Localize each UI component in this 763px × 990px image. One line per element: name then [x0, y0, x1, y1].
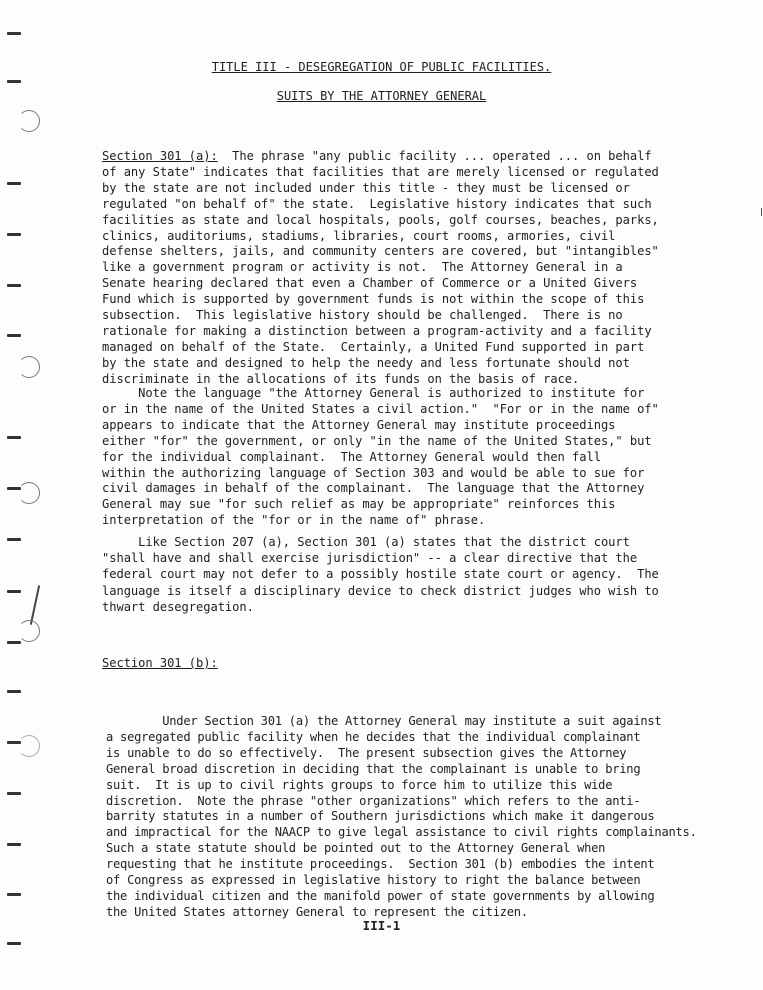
text-line: thwart desegregation.: [102, 599, 254, 614]
section-301b-heading-block: [102, 656, 702, 672]
text-line: either "for" the government, or only "in the name of the United States," but: [102, 433, 652, 448]
punch-hole: [18, 620, 40, 642]
text-line: managed on behalf of the State. Certainly, a United Fund supported in part: [102, 339, 645, 354]
text-line: is unable to do so effectively. The present subsection gives the Attorney: [106, 745, 627, 760]
like-section-paragraph: [102, 534, 702, 615]
text-line: Senate hearing declared that even a Chamber of Commerce or a United Givers: [102, 276, 638, 291]
scan-stroke: [30, 585, 40, 625]
punch-hole: [18, 110, 40, 132]
text-line: Like Section 207 (a), Section 301 (a) states that the district court: [102, 535, 630, 549]
text-line: defense shelters, jails, and community centers are covered, but "intangibles": [102, 244, 659, 259]
text-line: subsection. This legislative history should be challenged. There is no: [102, 308, 623, 323]
text-line: of any State" indicates that facilities that are merely licensed or regulated: [102, 164, 659, 179]
text-line: Note the language "the Attorney General is authorized to institute for: [102, 386, 645, 400]
margin-mark: [7, 792, 21, 795]
document-subtitle: SUITS BY THE ATTORNEY GENERAL: [276, 89, 487, 103]
text-line: appears to indicate that the Attorney General may institute proceedings: [102, 417, 616, 432]
text-line: General broad discretion in deciding that the complainant is unable to bring: [106, 761, 641, 776]
text-line: within the authorizing language of Section 303 and would be able to sue for: [102, 465, 645, 480]
margin-mark: [7, 334, 21, 337]
text-line: of Congress as expressed in legislative history to right the balance between: [106, 873, 641, 888]
text-line: discretion. Note the phrase "other organizations" which refers to the anti-: [106, 793, 641, 808]
text-line: requesting that he institute proceedings. Section 301 (b) embodies the intent: [106, 857, 655, 872]
punch-hole: [18, 735, 40, 757]
text-line: federal court may not defer to a possibly hostile state court or agency. The: [102, 567, 659, 582]
margin-mark: [761, 208, 762, 216]
margin-mark: [7, 538, 21, 541]
text-line: "shall have and shall exercise jurisdiction" -- a clear directive that the: [102, 551, 638, 566]
text-line: language is itself a disciplinary device to check district judges who wish to: [102, 583, 659, 598]
margin-mark: [7, 843, 21, 846]
section-301a-first-line: The phrase "any public facility ... operated ... on behalf: [217, 149, 652, 163]
text-line: and impractical for the NAACP to give legal assistance to civil rights complainants.: [106, 825, 697, 840]
margin-mark: [7, 942, 21, 945]
text-line: discriminate in the allocations of its funds on the basis of race.: [102, 371, 580, 386]
text-line: or in the name of the United States a civil action." "For or in the name of": [102, 401, 659, 416]
margin-mark: [7, 80, 21, 83]
text-line: suit. It is up to civil rights groups to force him to utilize this wide: [106, 777, 613, 792]
section-301a-heading: Section 301 (a):: [102, 149, 218, 163]
section-301a-paragraph: [102, 149, 702, 388]
text-line: civil damages in behalf of the complainant. The language that the Attorney: [102, 481, 645, 496]
text-line: Such a state statute should be pointed out to the Attorney General when: [106, 841, 606, 856]
text-line: by the state and designed to help the needy and less fortunate should not: [102, 355, 630, 370]
document-title: TITLE III - DESEGREGATION OF PUBLIC FACILITIES.: [211, 60, 552, 74]
margin-mark: [7, 641, 21, 644]
text-line: the United States attorney General to represent the citizen.: [106, 904, 528, 919]
text-line: General may sue "for such relief as may be appropriate" reinforces this: [102, 497, 616, 512]
margin-mark: [7, 32, 21, 35]
punch-hole: [18, 482, 40, 504]
text-line: like a government program or activity is not. The Attorney General in a: [102, 260, 623, 275]
margin-mark: [7, 284, 21, 287]
text-line: a segregated public facility when he decides that the individual complainant: [106, 729, 641, 744]
text-line: by the state are not included under this title - they must be licensed or: [102, 180, 630, 195]
text-line: the individual citizen and the manifold power of state governments by allowing: [106, 888, 655, 903]
text-line: Under Section 301 (a) the Attorney General may institute a suit against: [106, 714, 662, 728]
text-line: for the individual complainant. The Attorney General would then fall: [102, 449, 601, 464]
margin-mark: [7, 590, 21, 593]
section-301b-paragraph: [106, 714, 746, 921]
text-line: facilities as state and local hospitals, pools, golf courses, beaches, parks,: [102, 212, 659, 227]
text-line: clinics, auditoriums, stadiums, libraries, court rooms, armories, civil: [102, 228, 616, 243]
page-number: III-1: [362, 918, 401, 933]
note-paragraph: [102, 386, 702, 529]
section-301b-heading: Section 301 (b):: [102, 656, 218, 670]
margin-mark: [7, 233, 21, 236]
text-line: rationale for making a distinction between a program-activity and a facility: [102, 323, 652, 338]
text-line: regulated "on behalf of" the state. Legislative history indicates that such: [102, 196, 652, 211]
margin-mark: [7, 893, 21, 896]
margin-mark: [7, 182, 21, 185]
text-line: barrity statutes in a number of Southern jurisdictions which make it dangerous: [106, 809, 655, 824]
punch-hole: [18, 356, 40, 378]
text-line: interpretation of the "for or in the name of" phrase.: [102, 513, 486, 528]
margin-mark: [7, 436, 21, 439]
text-line: Fund which is supported by government funds is not within the scope of this: [102, 292, 645, 307]
margin-mark: [7, 690, 21, 693]
